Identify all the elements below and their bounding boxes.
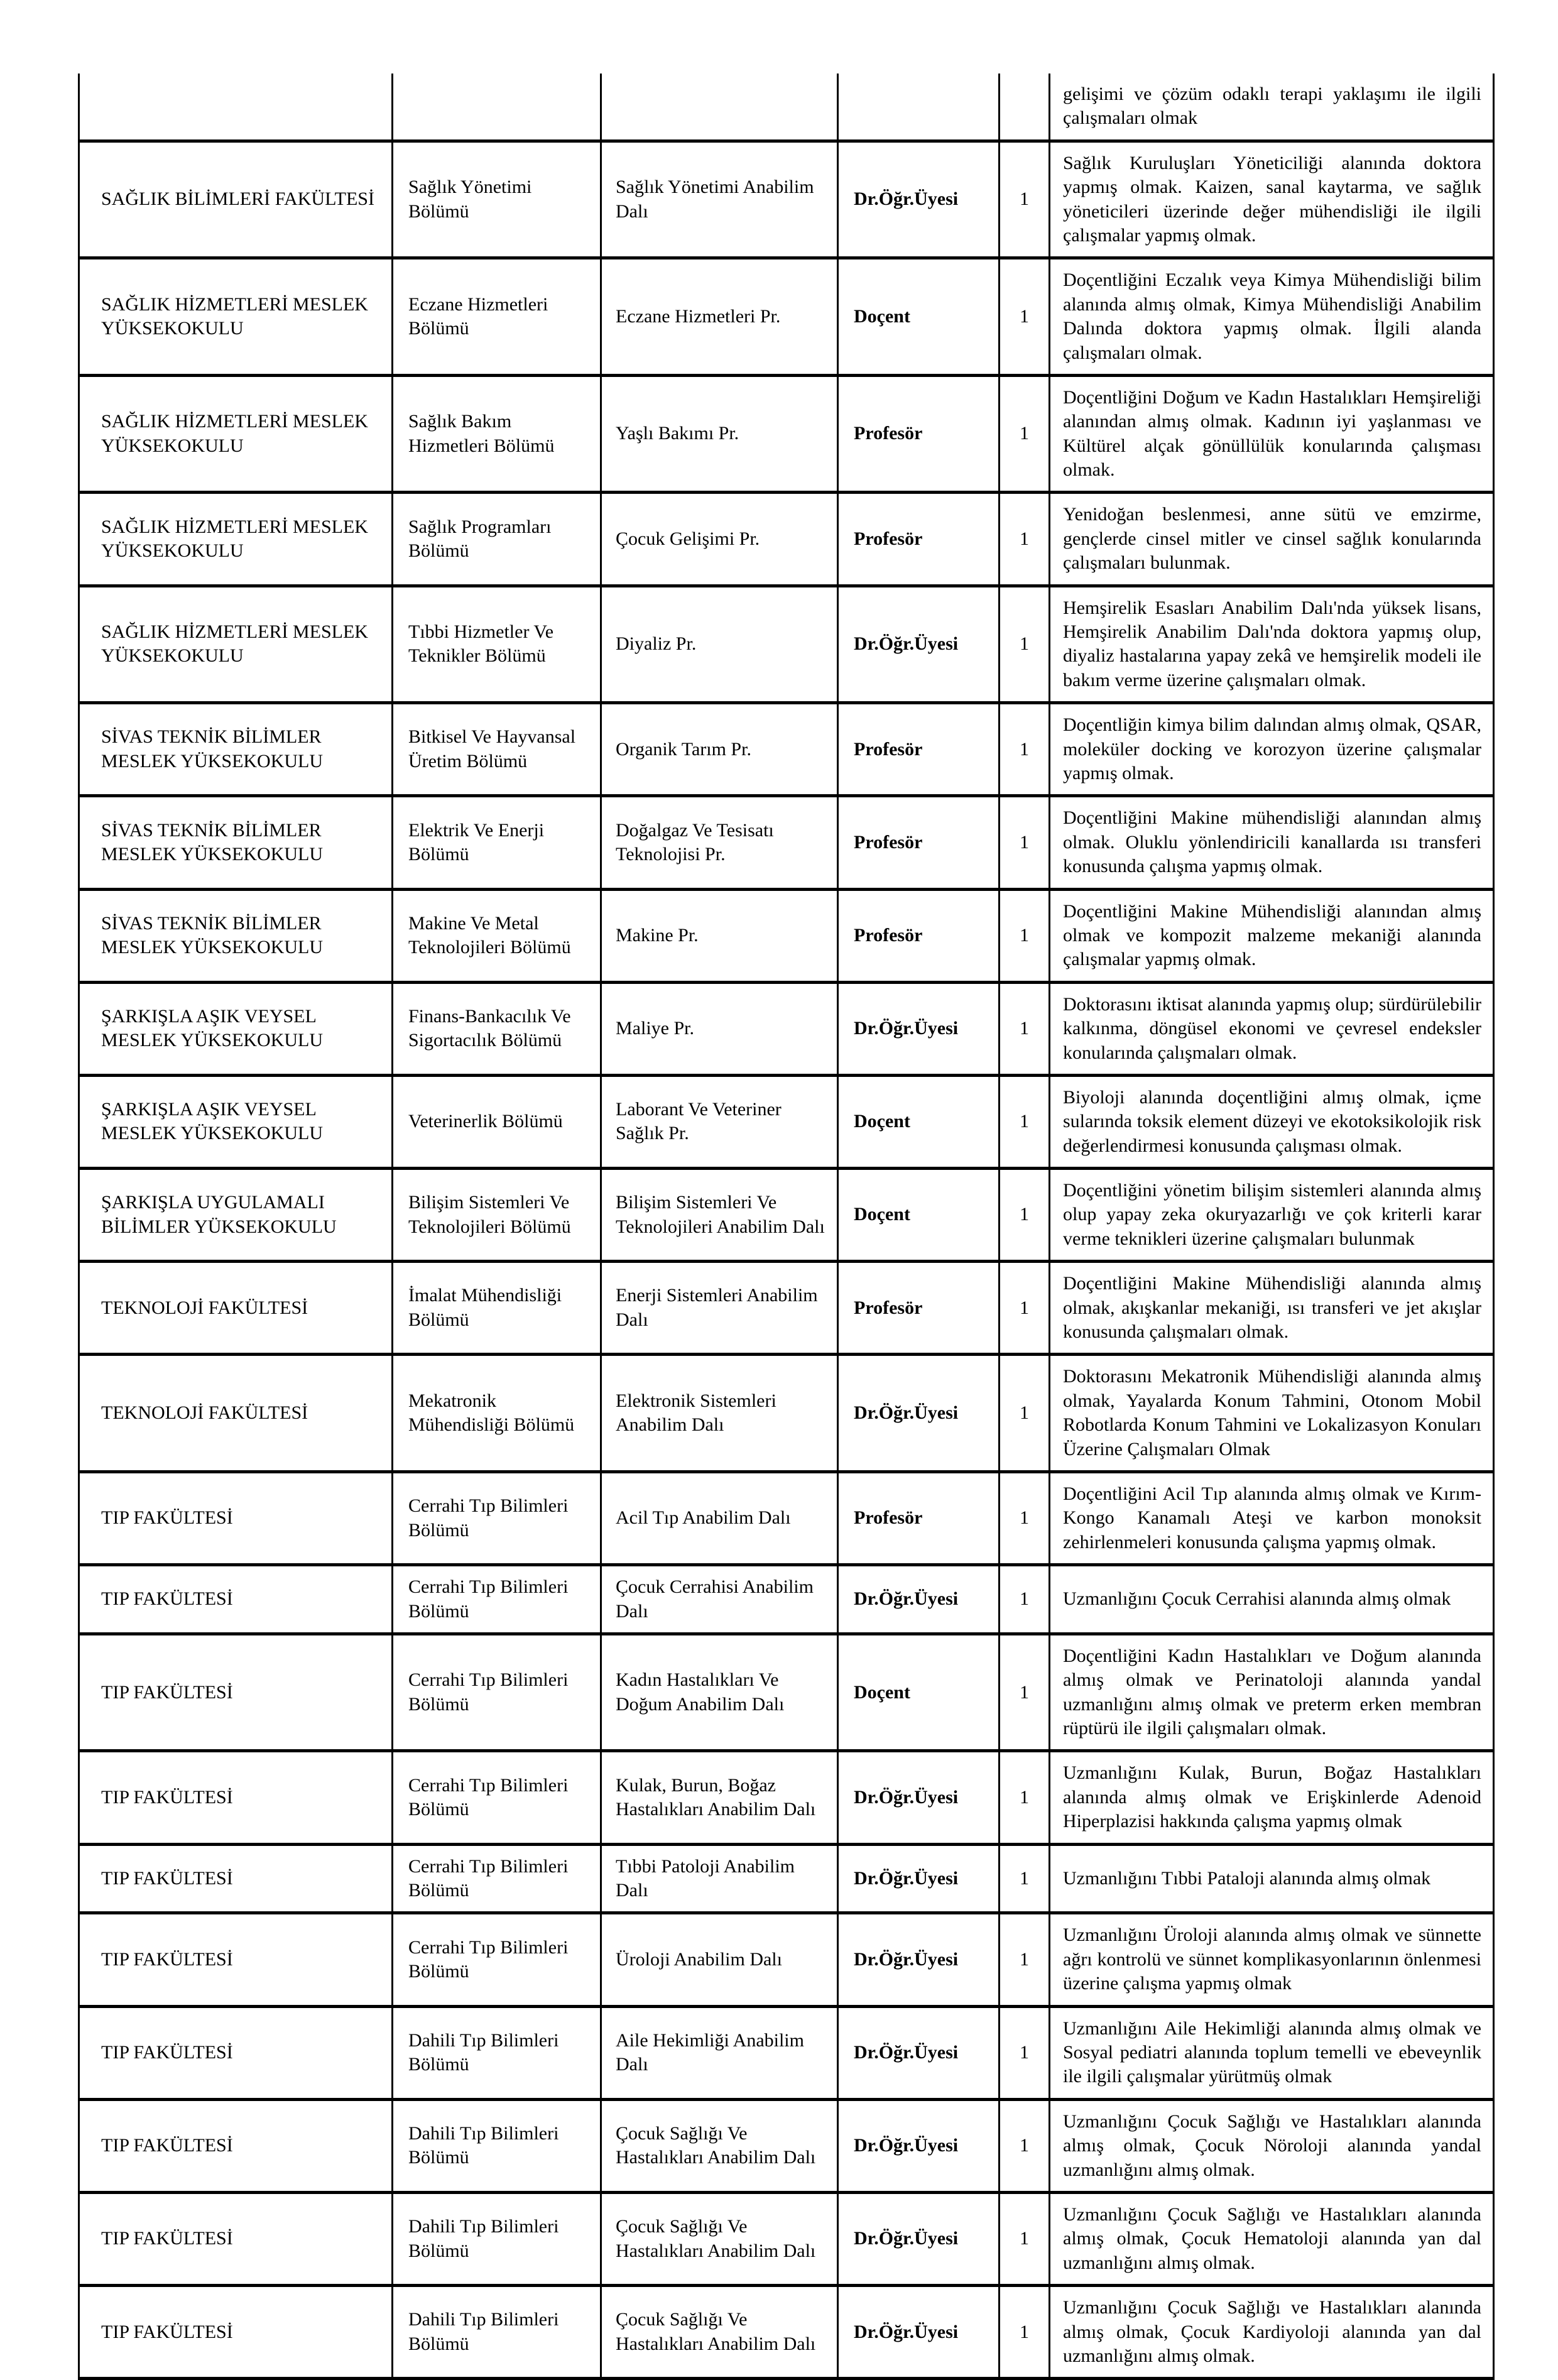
program-cell: Çocuk Gelişimi Pr. <box>601 493 838 586</box>
table-row <box>79 493 1494 586</box>
count-cell: 1 <box>1000 796 1050 889</box>
count-cell: 1 <box>1000 1355 1050 1472</box>
title-cell: Dr.Öğr.Üyesi <box>838 2099 1000 2192</box>
department-cell: Finans-Bankacılık Ve Sigortacılık Bölümü <box>393 982 601 1075</box>
faculty-cell: SAĞLIK BİLİMLERİ FAKÜLTESİ <box>79 141 393 258</box>
table-row <box>79 1471 1494 1564</box>
department-cell: Cerrahi Tıp Bilimleri Bölümü <box>393 1471 601 1564</box>
program-cell: Organik Tarım Pr. <box>601 703 838 796</box>
department-cell: İmalat Mühendisliği Bölümü <box>393 1262 601 1355</box>
count-cell: 1 <box>1000 1565 1050 1634</box>
title-cell: Dr.Öğr.Üyesi <box>838 2006 1000 2099</box>
count-cell: 1 <box>1000 2006 1050 2099</box>
title-cell: Dr.Öğr.Üyesi <box>838 141 1000 258</box>
title-cell: Dr.Öğr.Üyesi <box>838 982 1000 1075</box>
count-cell: 1 <box>1000 1471 1050 1564</box>
title-cell: Doçent <box>838 1634 1000 1751</box>
program-cell: Acil Tıp Anabilim Dalı <box>601 1471 838 1564</box>
description-cell: Doktorasını Mekatronik Mühendisliği alanında almış olmak, Yayalarda Konum Tahmini, Otonom Mobil Robotlarda Konum Tahmini ve Lokalizasyon Konuları Üzerine Çalışmaları Olmak <box>1050 1355 1494 1472</box>
faculty-cell: TIP FAKÜLTESİ <box>79 2099 393 2192</box>
department-cell: Eczane Hizmetleri Bölümü <box>393 258 601 376</box>
count-cell: 1 <box>1000 1913 1050 2006</box>
department-cell: Bitkisel Ve Hayvansal Üretim Bölümü <box>393 703 601 796</box>
description-cell: Uzmanlığını Çocuk Sağlığı ve Hastalıkları alanında almış olmak, Çocuk Nöroloji alanında yandal uzmanlığını almış olmak. <box>1050 2099 1494 2192</box>
department-cell: Dahili Tıp Bilimleri Bölümü <box>393 2286 601 2379</box>
title-cell: Dr.Öğr.Üyesi <box>838 2286 1000 2379</box>
description-cell: Uzmanlığını Çocuk Sağlığı ve Hastalıkları alanında almış olmak, Çocuk Hematoloji alanında yan dal uzmanlığını almış olmak. <box>1050 2192 1494 2285</box>
academic-positions-table <box>78 74 1495 2380</box>
table-row <box>79 982 1494 1075</box>
faculty-cell: TIP FAKÜLTESİ <box>79 1634 393 1751</box>
faculty-cell: SİVAS TEKNİK BİLİMLER MESLEK YÜKSEKOKULU <box>79 796 393 889</box>
count-cell: 1 <box>1000 2192 1050 2285</box>
program-cell: Aile Hekimliği Anabilim Dalı <box>601 2006 838 2099</box>
description-cell: Doçentliğini Eczalık veya Kimya Mühendisliği bilim alanında almış olmak, Kimya Mühendisliği Anabilim Dalında doktora yapmış olmak. İlgili alanda çalışmaları olmak. <box>1050 258 1494 376</box>
table-row <box>79 1751 1494 1844</box>
program-cell: Diyaliz Pr. <box>601 586 838 703</box>
department-cell: Cerrahi Tıp Bilimleri Bölümü <box>393 1565 601 1634</box>
count-cell: 1 <box>1000 1169 1050 1262</box>
table-row <box>79 258 1494 376</box>
title-cell <box>838 74 1000 141</box>
faculty-cell: TIP FAKÜLTESİ <box>79 1565 393 1634</box>
table-row <box>79 586 1494 703</box>
title-cell: Profesör <box>838 796 1000 889</box>
department-cell: Elektrik Ve Enerji Bölümü <box>393 796 601 889</box>
table-row <box>79 2286 1494 2379</box>
table-row <box>79 1634 1494 1751</box>
department-cell: Sağlık Programları Bölümü <box>393 493 601 586</box>
table-body <box>79 74 1494 2379</box>
program-cell: Yaşlı Bakımı Pr. <box>601 375 838 493</box>
table-row <box>79 2192 1494 2285</box>
count-cell: 1 <box>1000 1262 1050 1355</box>
faculty-cell: TEKNOLOJİ FAKÜLTESİ <box>79 1355 393 1472</box>
count-cell: 1 <box>1000 1634 1050 1751</box>
program-cell: Bilişim Sistemleri Ve Teknolojileri Anabilim Dalı <box>601 1169 838 1262</box>
description-cell: Doçentliğini Makine Mühendisliği alanından almış olmak ve kompozit malzeme mekaniği alanında çalışmalar yapmış olmak. <box>1050 889 1494 982</box>
table-row <box>79 1169 1494 1262</box>
table-row <box>79 1844 1494 1913</box>
program-cell: Maliye Pr. <box>601 982 838 1075</box>
faculty-cell <box>79 74 393 141</box>
faculty-cell: TIP FAKÜLTESİ <box>79 2286 393 2379</box>
title-cell: Profesör <box>838 1262 1000 1355</box>
count-cell: 1 <box>1000 586 1050 703</box>
count-cell: 1 <box>1000 1751 1050 1844</box>
title-cell: Profesör <box>838 889 1000 982</box>
program-cell: Çocuk Sağlığı Ve Hastalıkları Anabilim Dalı <box>601 2286 838 2379</box>
program-cell: Sağlık Yönetimi Anabilim Dalı <box>601 141 838 258</box>
program-cell: Enerji Sistemleri Anabilim Dalı <box>601 1262 838 1355</box>
department-cell: Sağlık Yönetimi Bölümü <box>393 141 601 258</box>
department-cell: Mekatronik Mühendisliği Bölümü <box>393 1355 601 1472</box>
title-cell: Dr.Öğr.Üyesi <box>838 1913 1000 2006</box>
count-cell: 1 <box>1000 2286 1050 2379</box>
program-cell: Çocuk Sağlığı Ve Hastalıkları Anabilim Dalı <box>601 2192 838 2285</box>
department-cell: Dahili Tıp Bilimleri Bölümü <box>393 2192 601 2285</box>
count-cell: 1 <box>1000 141 1050 258</box>
table-row <box>79 1913 1494 2006</box>
faculty-cell: SİVAS TEKNİK BİLİMLER MESLEK YÜKSEKOKULU <box>79 703 393 796</box>
program-cell: Doğalgaz Ve Tesisatı Teknolojisi Pr. <box>601 796 838 889</box>
title-cell: Dr.Öğr.Üyesi <box>838 1751 1000 1844</box>
description-cell: Doçentliğini Makine Mühendisliği alanında almış olmak, akışkanlar mekaniği, ısı transferi ve jet akışlar konusunda çalışmaları olmak. <box>1050 1262 1494 1355</box>
table-row <box>79 1355 1494 1472</box>
faculty-cell: TIP FAKÜLTESİ <box>79 1471 393 1564</box>
department-cell: Sağlık Bakım Hizmetleri Bölümü <box>393 375 601 493</box>
faculty-cell: SAĞLIK HİZMETLERİ MESLEK YÜKSEKOKULU <box>79 375 393 493</box>
department-cell: Dahili Tıp Bilimleri Bölümü <box>393 2006 601 2099</box>
table-row <box>79 2006 1494 2099</box>
description-cell: Yenidoğan beslenmesi, anne sütü ve emzirme, gençlerde cinsel mitler ve cinsel sağlık konularında çalışmaları bulunmak. <box>1050 493 1494 586</box>
faculty-cell: ŞARKIŞLA UYGULAMALI BİLİMLER YÜKSEKOKULU <box>79 1169 393 1262</box>
description-cell: Uzmanlığını Kulak, Burun, Boğaz Hastalıkları alanında almış olmak ve Erişkinlerde Adenoid Hiperplazisi hakkında çalışma yapmış olmak <box>1050 1751 1494 1844</box>
program-cell: Çocuk Cerrahisi Anabilim Dalı <box>601 1565 838 1634</box>
table-row <box>79 1565 1494 1634</box>
title-cell: Profesör <box>838 1471 1000 1564</box>
description-cell: Doçentliğini Makine mühendisliği alanından almış olmak. Oluklu yönlendiricili kanallarda ısı transferi konusunda çalışma yapmış olmak. <box>1050 796 1494 889</box>
description-cell: Doçentliğini Doğum ve Kadın Hastalıkları Hemşireliği alanından almış olmak. Kadının iyi yaşlanması ve Kültürel alçak gönüllülük konularında çalışması olmak. <box>1050 375 1494 493</box>
table-row-continued <box>79 74 1494 141</box>
description-cell: Uzmanlığını Çocuk Sağlığı ve Hastalıkları alanında almış olmak, Çocuk Kardiyoloji alanında yan dal uzmanlığını almış olmak. <box>1050 2286 1494 2379</box>
faculty-cell: TIP FAKÜLTESİ <box>79 2192 393 2285</box>
description-cell: Uzmanlığını Tıbbi Pataloji alanında almış olmak <box>1050 1844 1494 1913</box>
faculty-cell: SAĞLIK HİZMETLERİ MESLEK YÜKSEKOKULU <box>79 493 393 586</box>
count-cell <box>1000 74 1050 141</box>
faculty-cell: SAĞLIK HİZMETLERİ MESLEK YÜKSEKOKULU <box>79 586 393 703</box>
count-cell: 1 <box>1000 375 1050 493</box>
table-row <box>79 796 1494 889</box>
description-cell: Doçentliğini Kadın Hastalıkları ve Doğum alanında almış olmak ve Perinatoloji alanında yandal uzmanlığını almış olmak ve preterm erken membran rüptürü ile ilgili çalışmaları olmak. <box>1050 1634 1494 1751</box>
faculty-cell: TEKNOLOJİ FAKÜLTESİ <box>79 1262 393 1355</box>
title-cell: Dr.Öğr.Üyesi <box>838 1355 1000 1472</box>
count-cell: 1 <box>1000 703 1050 796</box>
description-cell: Doçentliğini yönetim bilişim sistemleri alanında almış olup yapay zeka okuryazarlığı ve çok kriterli karar verme teknikleri üzerine çalışmaları bulunmak <box>1050 1169 1494 1262</box>
faculty-cell: TIP FAKÜLTESİ <box>79 1913 393 2006</box>
count-cell: 1 <box>1000 982 1050 1075</box>
department-cell: Veterinerlik Bölümü <box>393 1075 601 1168</box>
faculty-cell: TIP FAKÜLTESİ <box>79 1751 393 1844</box>
program-cell: Makine Pr. <box>601 889 838 982</box>
table-row <box>79 1262 1494 1355</box>
count-cell: 1 <box>1000 493 1050 586</box>
program-cell: Kulak, Burun, Boğaz Hastalıkları Anabilim Dalı <box>601 1751 838 1844</box>
program-cell: Üroloji Anabilim Dalı <box>601 1913 838 2006</box>
table-row <box>79 703 1494 796</box>
description-cell: Doçentliğin kimya bilim dalından almış olmak, QSAR, moleküler docking ve korozyon üzerine çalışmalar yapmış olmak. <box>1050 703 1494 796</box>
program-cell: Elektronik Sistemleri Anabilim Dalı <box>601 1355 838 1472</box>
department-cell: Tıbbi Hizmetler Ve Teknikler Bölümü <box>393 586 601 703</box>
title-cell: Profesör <box>838 375 1000 493</box>
description-cell: Uzmanlığını Çocuk Cerrahisi alanında almış olmak <box>1050 1565 1494 1634</box>
title-cell: Doçent <box>838 1075 1000 1168</box>
description-cell: Uzmanlığını Aile Hekimliği alanında almış olmak ve Sosyal pediatri alanında toplum temelli ve ebeveynlik ile ilgili çalışmalar yürütmüş olmak <box>1050 2006 1494 2099</box>
program-cell <box>601 74 838 141</box>
department-cell: Dahili Tıp Bilimleri Bölümü <box>393 2099 601 2192</box>
program-cell: Çocuk Sağlığı Ve Hastalıkları Anabilim Dalı <box>601 2099 838 2192</box>
faculty-cell: SAĞLIK HİZMETLERİ MESLEK YÜKSEKOKULU <box>79 258 393 376</box>
title-cell: Doçent <box>838 1169 1000 1262</box>
program-cell: Eczane Hizmetleri Pr. <box>601 258 838 376</box>
department-cell: Cerrahi Tıp Bilimleri Bölümü <box>393 1844 601 1913</box>
program-cell: Tıbbi Patoloji Anabilim Dalı <box>601 1844 838 1913</box>
description-cell: Sağlık Kuruluşları Yöneticiliği alanında doktora yapmış olmak. Kaizen, sanal kaytarma, ve sağlık yöneticileri üzerinde değer mühendisliği ile ilgili çalışmalar yapmış olmak. <box>1050 141 1494 258</box>
count-cell: 1 <box>1000 1844 1050 1913</box>
count-cell: 1 <box>1000 258 1050 376</box>
faculty-cell: TIP FAKÜLTESİ <box>79 2006 393 2099</box>
description-cell: gelişimi ve çözüm odaklı terapi yaklaşımı ile ilgili çalışmaları olmak <box>1050 74 1494 141</box>
table-row <box>79 889 1494 982</box>
description-cell: Doktorasını iktisat alanında yapmış olup; sürdürülebilir kalkınma, döngüsel ekonomi ve çevresel endeksler konularında çalışmaları olmak. <box>1050 982 1494 1075</box>
program-cell: Laborant Ve Veteriner Sağlık Pr. <box>601 1075 838 1168</box>
count-cell: 1 <box>1000 889 1050 982</box>
table-row <box>79 2099 1494 2192</box>
program-cell: Kadın Hastalıkları Ve Doğum Anabilim Dalı <box>601 1634 838 1751</box>
department-cell: Cerrahi Tıp Bilimleri Bölümü <box>393 1751 601 1844</box>
table-row <box>79 141 1494 258</box>
description-cell: Uzmanlığını Üroloji alanında almış olmak ve sünnette ağrı kontrolü ve sünnet komplikasyonlarının önlenmesi üzerine çalışma yapmış olmak <box>1050 1913 1494 2006</box>
description-cell: Hemşirelik Esasları Anabilim Dalı'nda yüksek lisans, Hemşirelik Anabilim Dalı'nda doktora yapmış olup, diyaliz hastalarına yapay zekâ ve hemşirelik modeli ile bakım verme üzerine çalışmaları olmak. <box>1050 586 1494 703</box>
department-cell: Cerrahi Tıp Bilimleri Bölümü <box>393 1634 601 1751</box>
department-cell: Cerrahi Tıp Bilimleri Bölümü <box>393 1913 601 2006</box>
faculty-cell: ŞARKIŞLA AŞIK VEYSEL MESLEK YÜKSEKOKULU <box>79 1075 393 1168</box>
faculty-cell: SİVAS TEKNİK BİLİMLER MESLEK YÜKSEKOKULU <box>79 889 393 982</box>
title-cell: Doçent <box>838 258 1000 376</box>
department-cell: Bilişim Sistemleri Ve Teknolojileri Bölümü <box>393 1169 601 1262</box>
department-cell: Makine Ve Metal Teknolojileri Bölümü <box>393 889 601 982</box>
title-cell: Dr.Öğr.Üyesi <box>838 2192 1000 2285</box>
title-cell: Dr.Öğr.Üyesi <box>838 586 1000 703</box>
department-cell <box>393 74 601 141</box>
title-cell: Dr.Öğr.Üyesi <box>838 1844 1000 1913</box>
description-cell: Biyoloji alanında doçentliğini almış olmak, içme sularında toksik element düzeyi ve ekotoksikolojik risk değerlendirmesi konusunda çalışması olmak. <box>1050 1075 1494 1168</box>
count-cell: 1 <box>1000 2099 1050 2192</box>
count-cell: 1 <box>1000 1075 1050 1168</box>
table-row <box>79 375 1494 493</box>
title-cell: Dr.Öğr.Üyesi <box>838 1565 1000 1634</box>
description-cell: Doçentliğini Acil Tıp alanında almış olmak ve Kırım-Kongo Kanamalı Ateşi ve karbon monoksit zehirlenmeleri konusunda çalışma yapmış olmak. <box>1050 1471 1494 1564</box>
title-cell: Profesör <box>838 493 1000 586</box>
faculty-cell: TIP FAKÜLTESİ <box>79 1844 393 1913</box>
faculty-cell: ŞARKIŞLA AŞIK VEYSEL MESLEK YÜKSEKOKULU <box>79 982 393 1075</box>
title-cell: Profesör <box>838 703 1000 796</box>
table-row <box>79 1075 1494 1168</box>
